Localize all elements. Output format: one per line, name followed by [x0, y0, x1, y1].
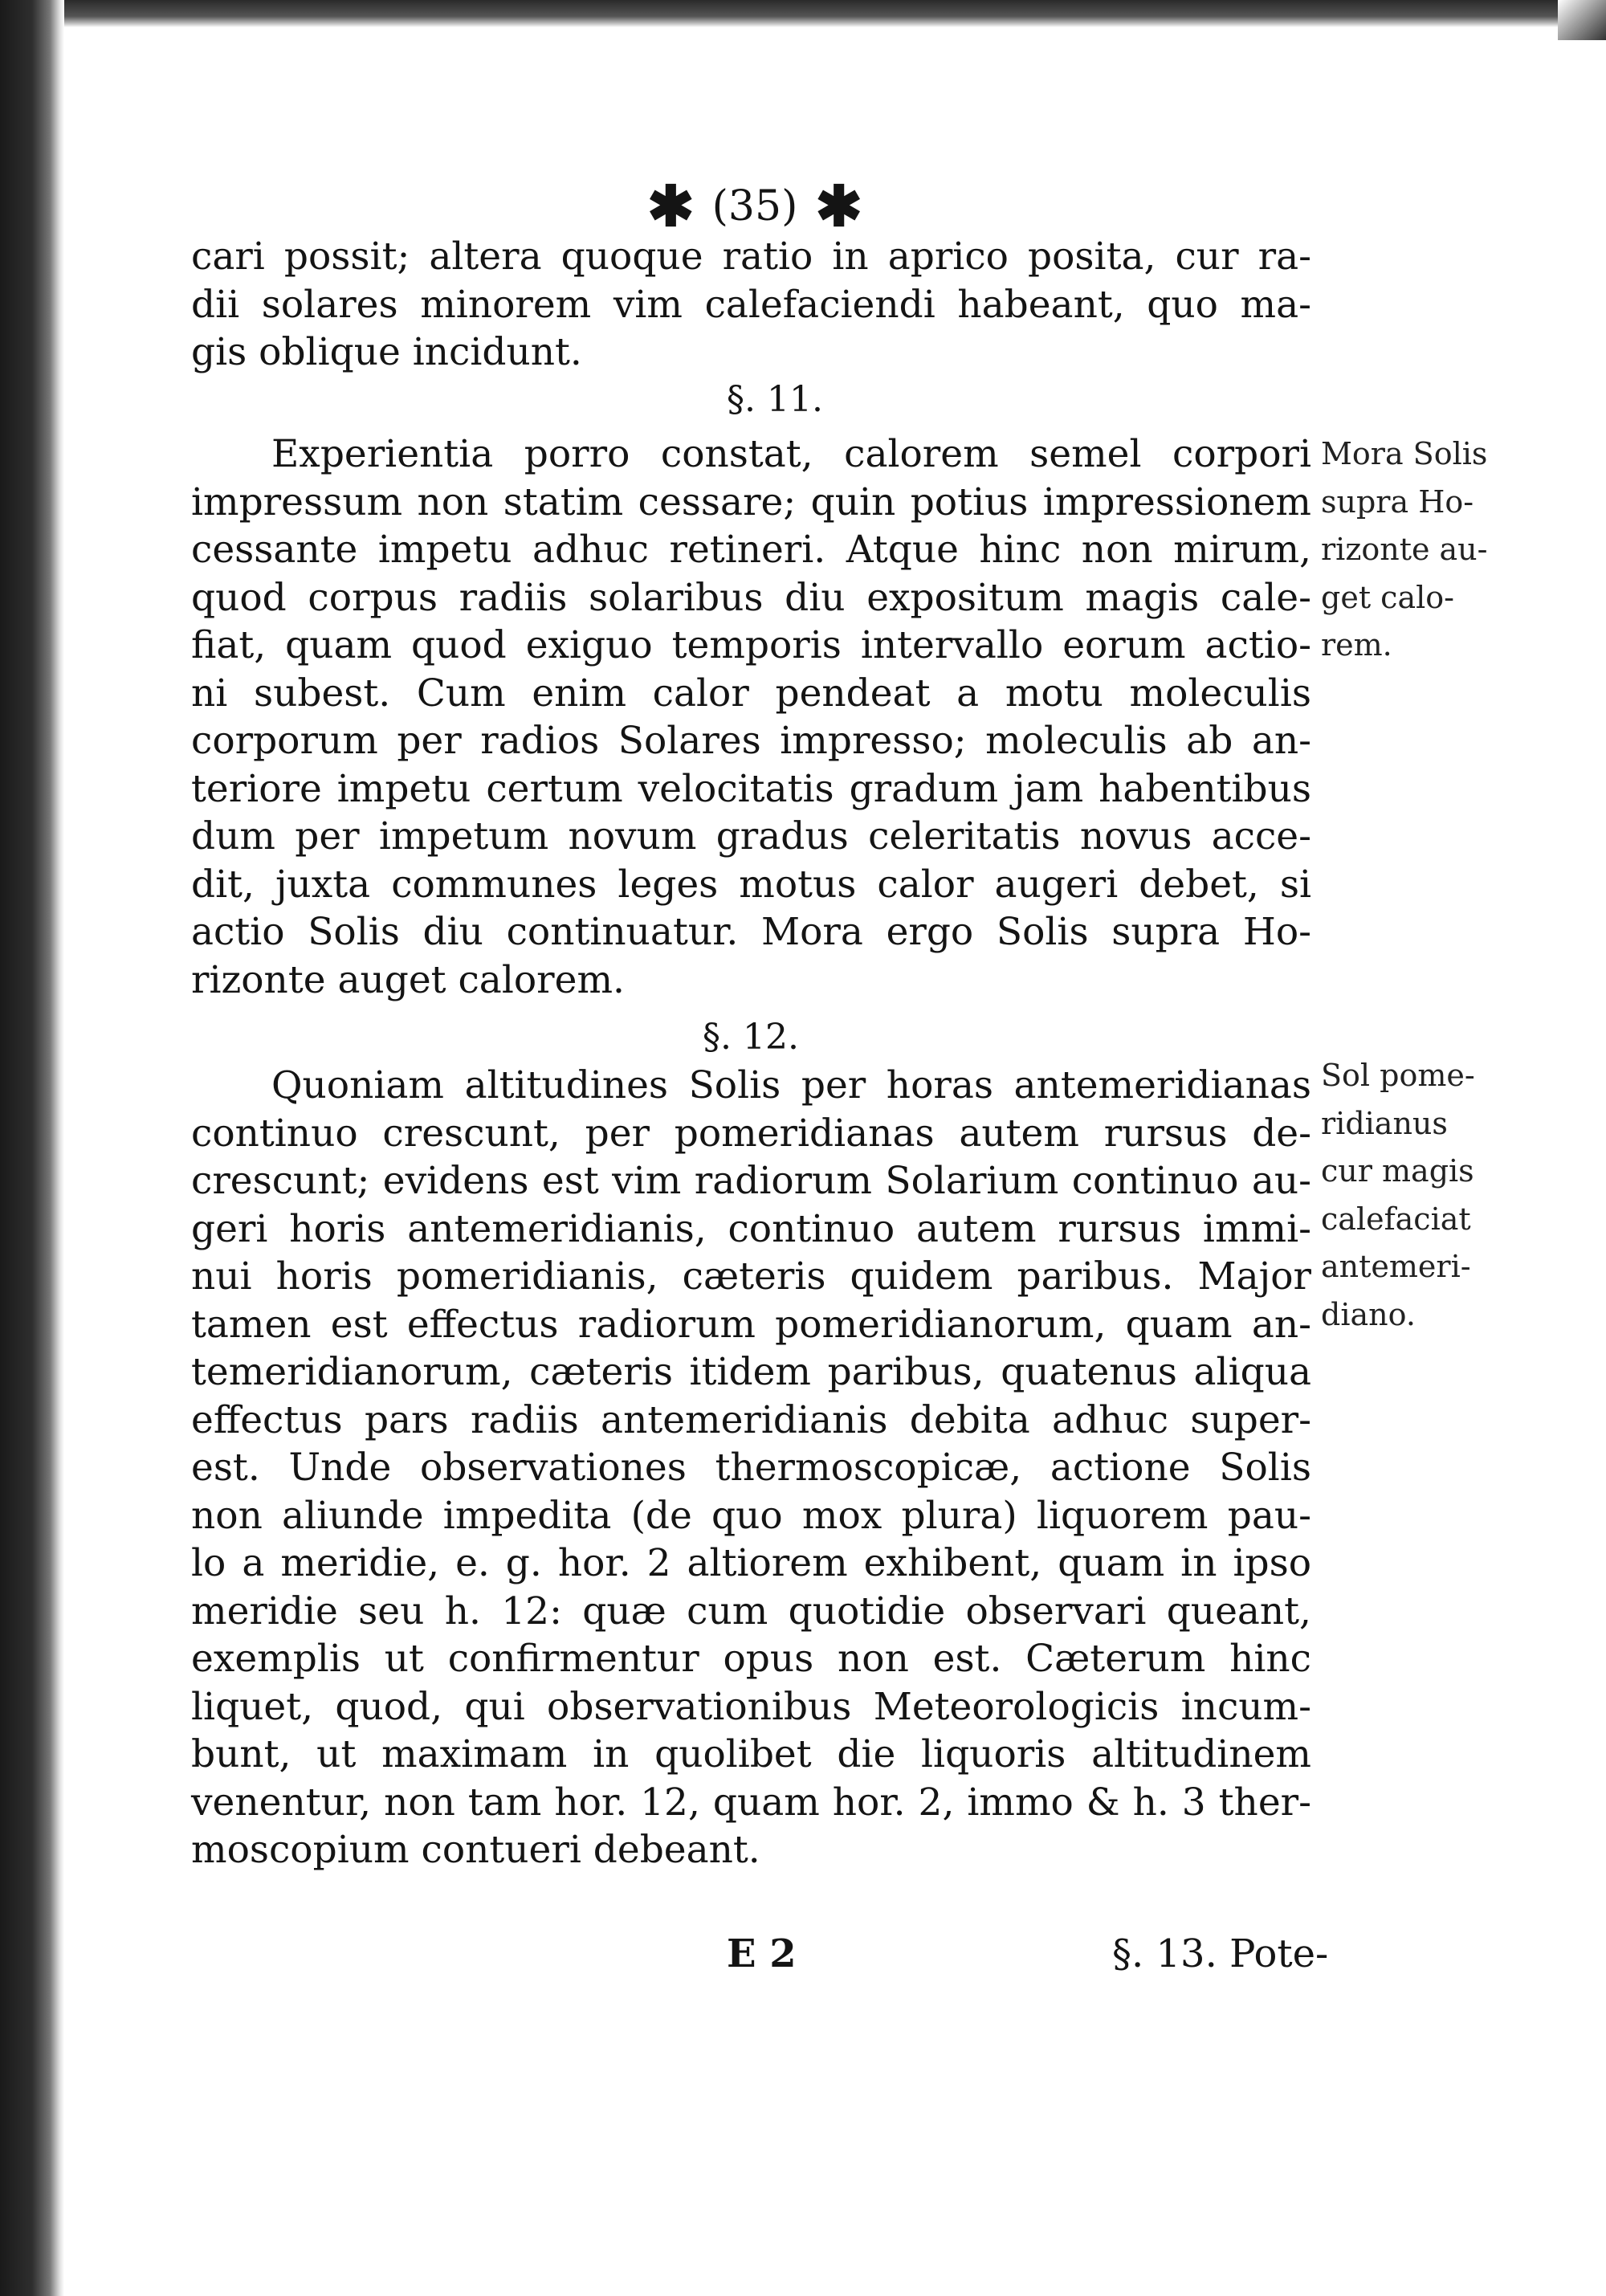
text-line: lo a meridie, e. g. hor. 2 altiorem exhibent, quam in ipso [191, 1541, 1311, 1585]
margin-note-line: rem. [1321, 627, 1392, 663]
scan-edge-top [0, 0, 1606, 27]
text-line: meridie seu h. 12: quæ cum quotidie observari queant, [191, 1588, 1311, 1633]
text-line: dum per impetum novum gradus celeritatis novus acce- [191, 814, 1311, 858]
text-line: teriore impetu certum velocitatis gradum jam habentibus [191, 766, 1311, 811]
text-line: effectus pars radiis antemeridianis debita adhuc super- [191, 1397, 1311, 1442]
page-number: (35) [711, 182, 798, 230]
text-line: liquet, quod, qui observationibus Meteorologicis incum- [191, 1684, 1311, 1729]
scan-edge-corner [1558, 0, 1606, 40]
text-line: ni subest. Cum enim calor pendeat a motu moleculis [191, 671, 1311, 716]
text-line: cari possit; altera quoque ratio in aprico posita, cur ra- [191, 234, 1311, 279]
margin-note-line: cur magis [1321, 1153, 1474, 1189]
text-line: dii solares minorem vim calefaciendi habeant, quo ma- [191, 282, 1311, 327]
signature-mark: E 2 [727, 1931, 797, 1976]
text-line: rizonte auget calorem. [191, 957, 625, 1002]
opening-paragraph [191, 233, 1311, 377]
text-line: cessante impetu adhuc retineri. Atque hinc non mirum, [191, 528, 1311, 572]
section-heading-11: §. 11. [727, 379, 823, 420]
section-11-paragraph [191, 430, 1311, 1004]
text-line: impressum non statim cessare; quin potius impressionem [191, 479, 1311, 524]
margin-note-line: get calo- [1321, 579, 1454, 615]
text-line: moscopium contueri debeant. [191, 1828, 760, 1872]
text-line: gis oblique incidunt. [191, 330, 582, 374]
margin-note-11 [1321, 430, 1514, 670]
margin-note-line: ridianus [1321, 1105, 1448, 1141]
catchword: §. 13. Pote- [1112, 1931, 1329, 1976]
margin-note-line: rizonte au- [1321, 532, 1488, 567]
text-line: venentur, non tam hor. 12, quam hor. 2, immo & h. 3 ther- [191, 1780, 1311, 1825]
margin-note-12 [1321, 1052, 1514, 1339]
ornament-left-icon: ✱ [646, 173, 695, 239]
margin-note-line: diano. [1321, 1296, 1416, 1332]
text-line: fiat, quam quod exiguo temporis intervallo eorum actio- [191, 623, 1311, 667]
text-line: geri horis antemeridianis, continuo autem rursus immi- [191, 1206, 1311, 1251]
scan-edge-left [0, 0, 64, 2296]
text-line: bunt, ut maximam in quolibet die liquoris altitudinem [191, 1732, 1311, 1776]
text-line: temeridianorum, cæteris itidem paribus, quatenus aliqua [191, 1350, 1311, 1394]
text-line: crescunt; evidens est vim radiorum Solarium continuo au- [191, 1159, 1311, 1203]
text-line: non aliunde impedita (de quo mox plura) liquorem pau- [191, 1493, 1311, 1538]
text-line: Experientia porro constat, calorem semel corpori [271, 432, 1311, 476]
section-12-paragraph [191, 1062, 1311, 1874]
margin-note-line: calefaciat [1321, 1201, 1471, 1237]
text-line: actio Solis diu continuatur. Mora ergo Solis supra Ho- [191, 910, 1311, 954]
text-line: tamen est effectus radiorum pomeridianorum, quam an- [191, 1302, 1311, 1347]
ornament-right-icon: ✱ [815, 173, 863, 239]
margin-note-line: Sol pome- [1321, 1058, 1475, 1093]
text-line: est. Unde observationes thermoscopicæ, actione Solis [191, 1446, 1311, 1490]
text-line: Quoniam altitudines Solis per horas antemeridianas [271, 1063, 1311, 1107]
text-line: dit, juxta communes leges motus calor augeri debet, si [191, 862, 1311, 907]
text-line: nui horis pomeridianis, cæteris quidem paribus. Major [191, 1254, 1311, 1299]
text-line: exemplis ut confirmentur opus non est. Cæterum hinc [191, 1637, 1311, 1681]
text-line: continuo crescunt, per pomeridianas autem rursus de- [191, 1111, 1311, 1156]
section-heading-12: §. 12. [703, 1017, 799, 1058]
page-header [634, 173, 875, 239]
margin-note-line: supra Ho- [1321, 483, 1474, 520]
margin-note-line: antemeri- [1321, 1249, 1471, 1284]
text-line: corporum per radios Solares impresso; moleculis ab an- [191, 719, 1311, 763]
margin-note-line: Mora Solis [1321, 436, 1488, 471]
text-line: quod corpus radiis solaribus diu expositum magis cale- [191, 575, 1311, 620]
